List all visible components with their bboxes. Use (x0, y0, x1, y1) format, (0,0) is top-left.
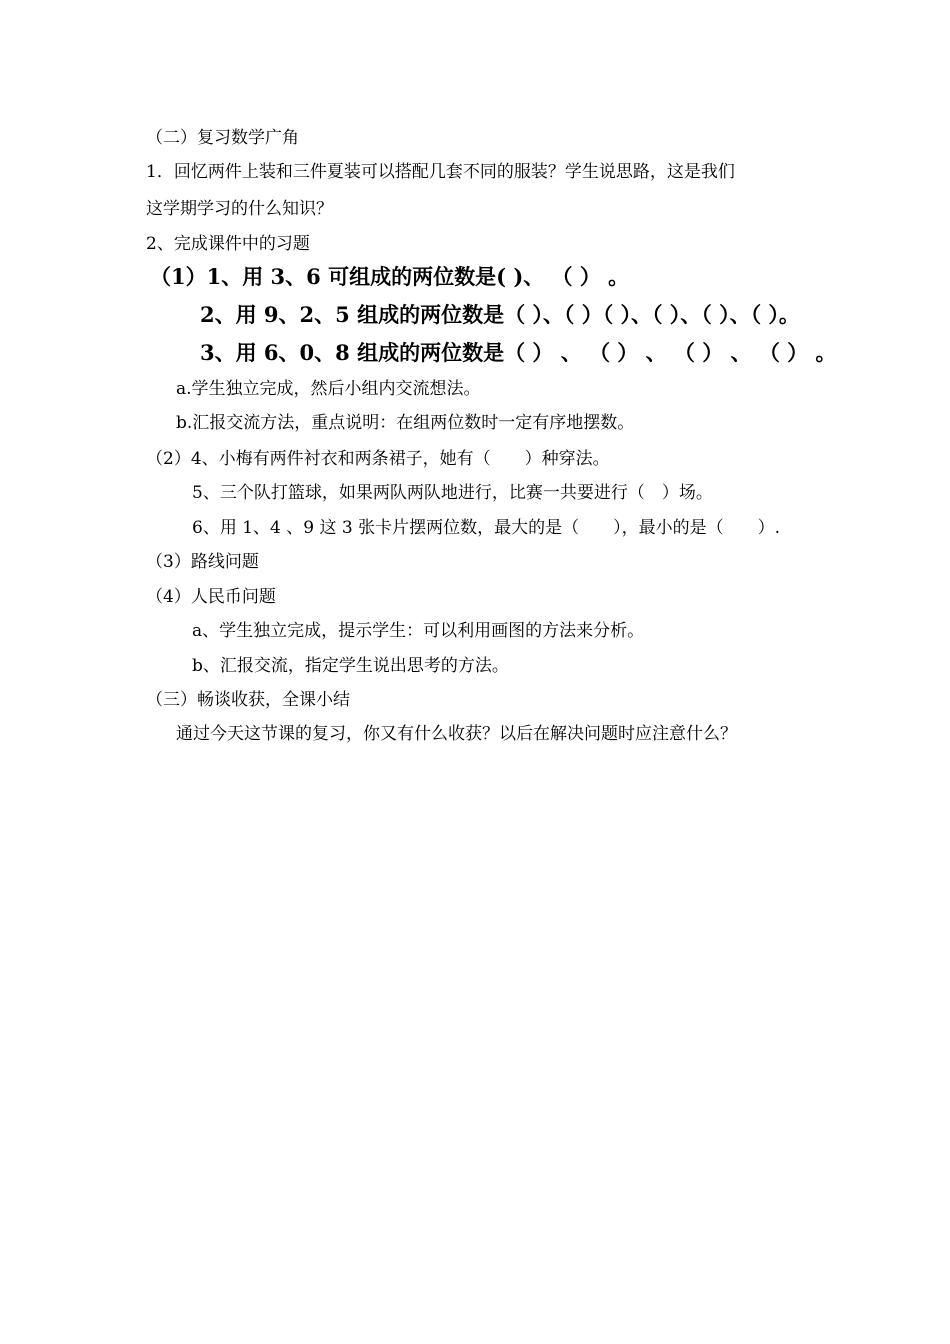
step-a-independent: a.学生独立完成，然后小组内交流想法。 (176, 379, 481, 399)
item-rmb-problem: （4）人民币问题 (146, 587, 276, 607)
item-route-problem: （3）路线问题 (146, 552, 259, 572)
exercise-2-question-4: （2）4、小梅有两件衬衣和两条裙子，她有（ ）种穿法。 (146, 449, 610, 469)
paragraph-line-1: 1．回忆两件上装和三件夏装可以搭配几套不同的服装？学生说思路，这是我们 (146, 162, 735, 182)
step-a-draw: a、学生独立完成，提示学生：可以利用画图的方法来分析。 (192, 621, 645, 641)
exercise-1-question-3: 3、用 6、0、8 组成的两位数是（ ） 、 （ ） 、 （ ） 、 （ ） 。 (200, 340, 837, 365)
exercise-1-question-2: 2、用 9、2、5 组成的两位数是（ ）、（ ）（ ）、（ ）、（ ）、（ ）。 (200, 302, 800, 327)
exercise-1-question-1: （1）1、用 3、6 可组成的两位数是( )、 （ ） 。 (150, 264, 630, 289)
step-b-report: b.汇报交流方法，重点说明：在组两位数时一定有序地摆数。 (176, 413, 635, 433)
item-complete-exercises: 2、完成课件中的习题 (146, 234, 310, 254)
summary-question: 通过今天这节课的复习，你又有什么收获？以后在解决问题时应注意什么？ (176, 724, 737, 744)
exercise-2-question-6: 6、用 1、4 、9 这 3 张卡片摆两位数，最大的是（ ），最小的是（ ）. (192, 518, 781, 538)
paragraph-line-2: 这学期学习的什么知识？ (146, 199, 333, 219)
exercise-2-question-5: 5、三个队打篮球，如果两队两队地进行，比赛一共要进行（ ）场。 (192, 483, 713, 503)
section-heading-review-math-corner: （二）复习数学广角 (146, 128, 299, 148)
step-b-think: b、汇报交流，指定学生说出思考的方法。 (192, 656, 509, 676)
section-heading-summary: （三）畅谈收获，全课小结 (146, 690, 350, 710)
